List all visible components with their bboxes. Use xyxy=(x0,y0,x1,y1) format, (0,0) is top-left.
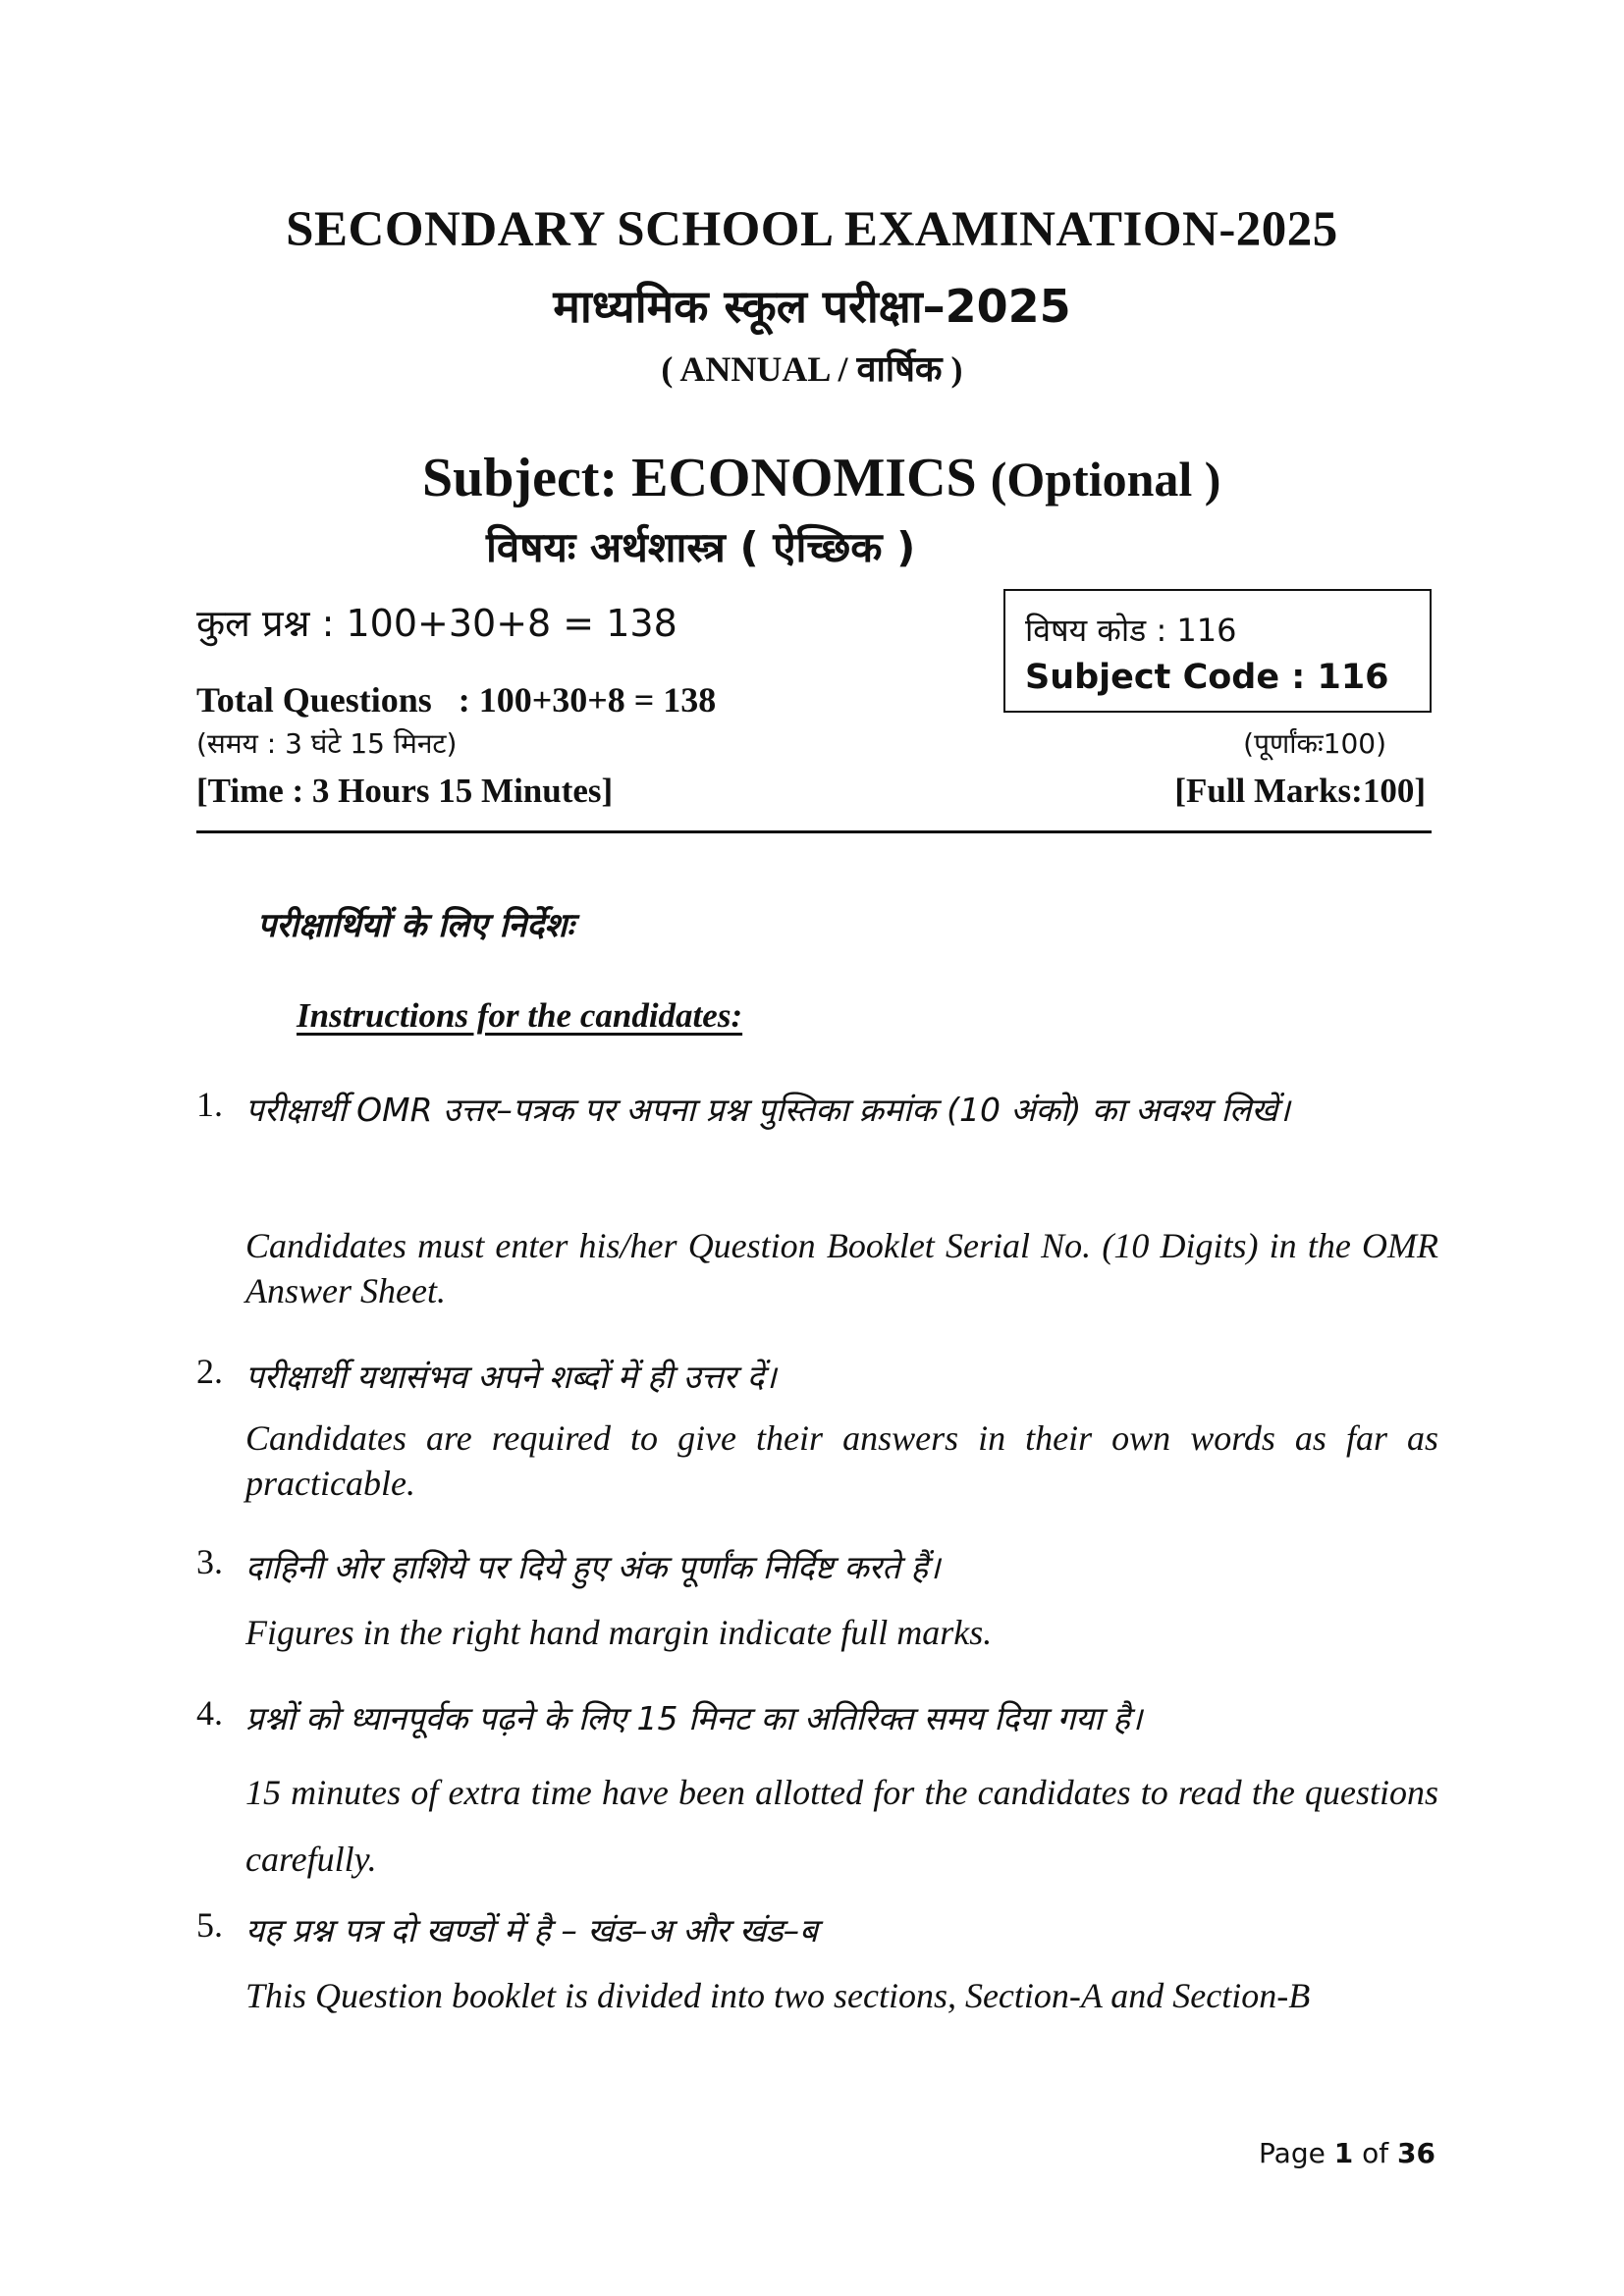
exam-title-hindi: माध्यमिक स्कूल परीक्षा–2025 xyxy=(553,280,1071,333)
instruction-number: 1. xyxy=(196,1085,223,1124)
instruction-number: 3. xyxy=(196,1542,223,1581)
time-hindi: (समय : 3 घंटे 15 मिनट) xyxy=(196,727,458,760)
instructions-heading-hindi: परीक्षार्थियों के लिए निर्देशः xyxy=(257,906,574,945)
subject-heading-hindi: विषयः अर्थशास्त्र ( ऐच्छिक ) xyxy=(486,523,916,571)
subject-optional-label: (Optional ) xyxy=(990,452,1221,507)
total-questions-english: Total Questions : 100+30+8 = 138 xyxy=(196,680,717,720)
instruction-hindi: परीक्षार्थी OMR उत्तर–पत्रक पर अपना प्रश्न पुस्तिका क्रमांक (10 अंको) का अवश्य लिखें। xyxy=(245,1091,1290,1129)
exam-session: ( ANNUAL / वार्षिक ) xyxy=(661,349,963,389)
page-of: of xyxy=(1362,2137,1389,2169)
instruction-hindi: यह प्रश्न पत्र दो खण्डों में है – खंड–अ और खंड–ब xyxy=(245,1911,818,1949)
subject-code-english: Subject Code : 116 xyxy=(1025,658,1389,697)
instruction-number: 5. xyxy=(196,1905,223,1945)
full-marks-english: [Full Marks:100] xyxy=(1174,772,1426,810)
page-current: 1 xyxy=(1333,2137,1354,2169)
exam-title-english: SECONDARY SCHOOL EXAMINATION-2025 xyxy=(286,202,1338,257)
instruction-hindi: प्रश्नों को ध्यानपूर्वक पढ़ने के लिए 15 मिनट का अतिरिक्त समय दिया गया है। xyxy=(245,1699,1143,1737)
page-label: Page xyxy=(1259,2137,1326,2169)
page-total: 36 xyxy=(1397,2137,1435,2169)
instruction-number: 2. xyxy=(196,1352,223,1391)
instruction-english: Candidates must enter his/her Question Booklet Serial No. (10 Digits) in the OMR Answer Sheet. xyxy=(245,1226,1438,1310)
subject-heading-english xyxy=(422,447,1220,509)
header-divider xyxy=(196,830,1432,833)
full-marks-hindi: (पूर्णांकः100) xyxy=(1243,727,1386,760)
subject-name: Subject: ECONOMICS xyxy=(422,448,977,508)
page-number xyxy=(1259,2137,1435,2169)
instruction-english: This Question booklet is divided into two sections, Section-A and Section-B xyxy=(245,1976,1311,2015)
instruction-number: 4. xyxy=(196,1693,223,1733)
subject-code-hindi: विषय कोड : 116 xyxy=(1025,612,1237,649)
instruction-english: Candidates are required to give their answers in their own words as far as practicable. xyxy=(245,1418,1438,1503)
instruction-english: Figures in the right hand margin indicate full marks. xyxy=(245,1613,993,1652)
subject-code-box xyxy=(1003,589,1432,713)
instruction-english: 15 minutes of extra time have been allotted for the candidates to read the questions carefully. xyxy=(245,1773,1438,1879)
instruction-hindi: दाहिनी ओर हाशिये पर दिये हुए अंक पूर्णांक निर्दिष्ट करते हैं। xyxy=(245,1548,941,1586)
time-english: [Time : 3 Hours 15 Minutes] xyxy=(196,772,614,810)
total-questions-hindi: कुल प्रश्न : 100+30+8 = 138 xyxy=(196,602,677,645)
instruction-hindi: परीक्षार्थी यथासंभव अपने शब्दों में ही उत्तर दें। xyxy=(245,1358,777,1396)
instructions-heading-english: Instructions for the candidates: xyxy=(297,996,743,1035)
